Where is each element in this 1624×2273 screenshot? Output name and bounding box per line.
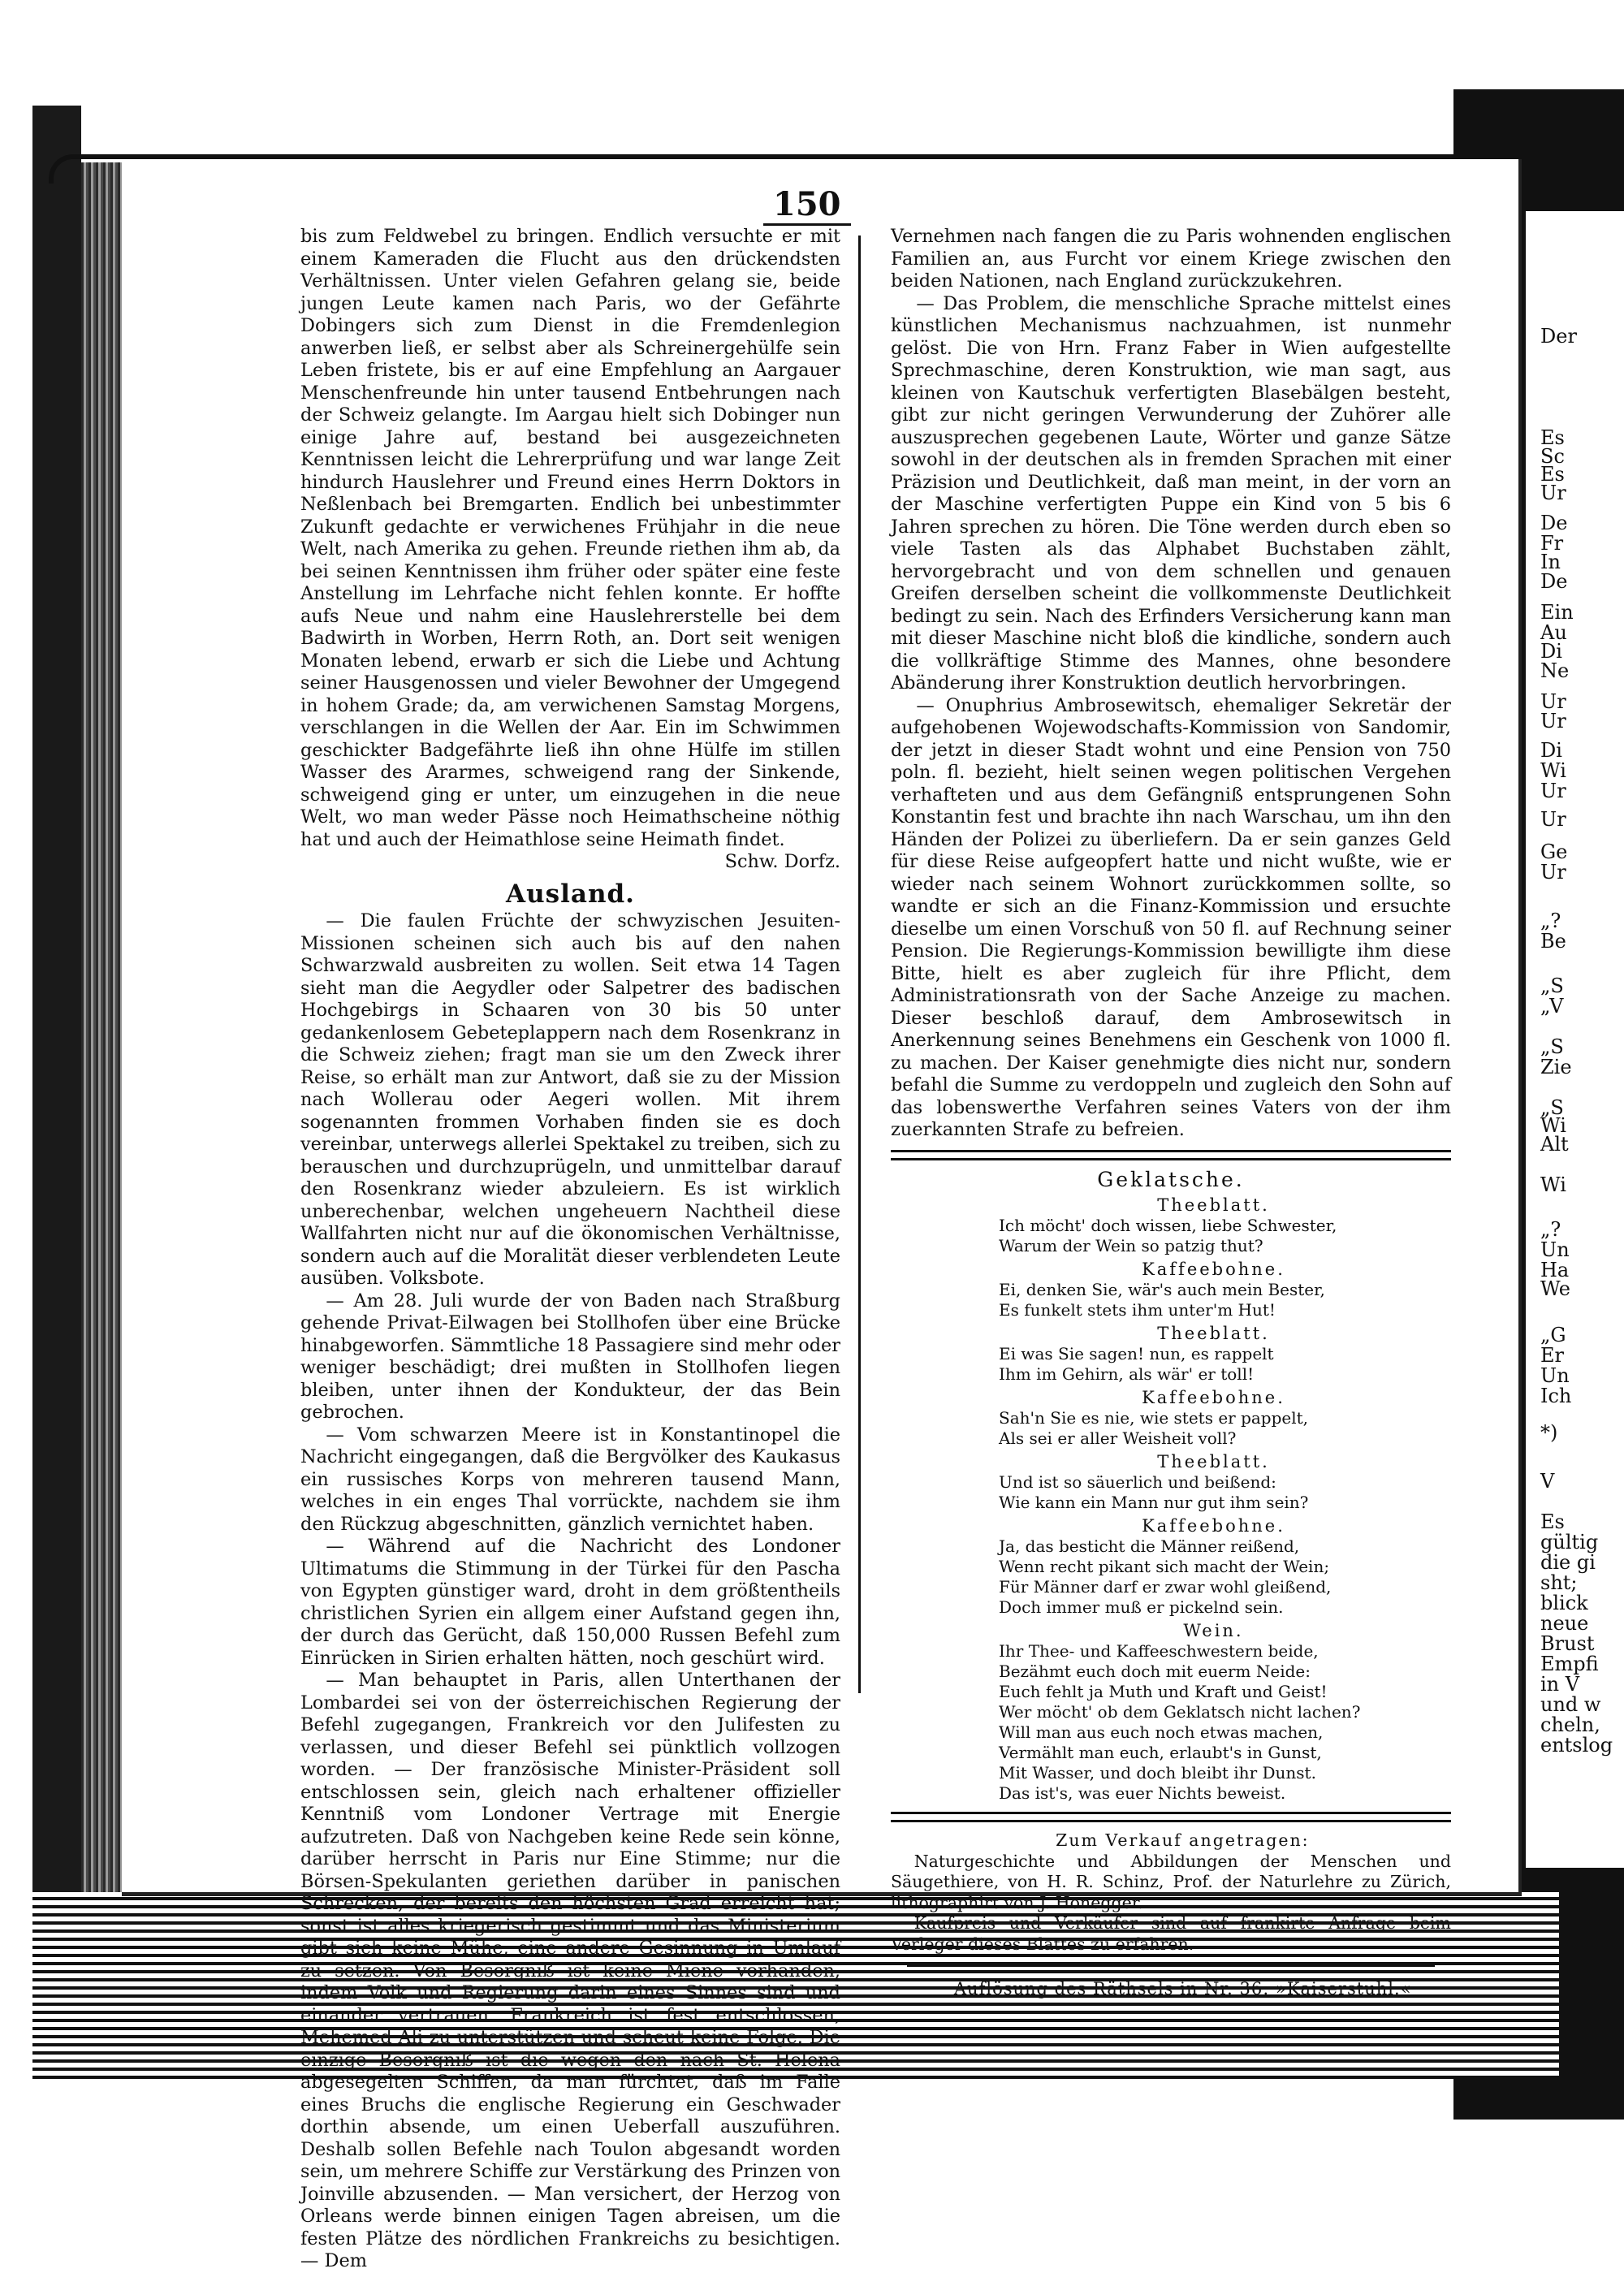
neighbor-text-fragment: Ich xyxy=(1540,1385,1572,1407)
advertisement xyxy=(891,1830,1451,1955)
poem-line: Ich möcht' doch wissen, liebe Schwester, xyxy=(999,1216,1337,1235)
column-divider xyxy=(858,236,861,1693)
poem-line: Ei was Sie sagen! nun, es rappelt xyxy=(999,1344,1274,1363)
news-item: — Während auf die Nachricht des Londoner Ultimatums die Stimmung in der Türkei für den Pascha von Egypten günstiger ward, droht in dem größtentheils christlichen Syrien ein allgem einer Aufstand gegen ihn, der durch das Gerücht, daß 150,000 Russen Befehl zum Einrücken in Sirien erhalten hätten, noch geschürt wird. xyxy=(300,1536,840,1669)
poem-line: Ihr Thee- und Kaffeeschwestern beide, xyxy=(999,1641,1319,1661)
neighbor-text-fragment: „V xyxy=(1540,995,1564,1018)
poem-line: Euch fehlt ja Muth und Kraft und Geist! xyxy=(999,1682,1328,1701)
poem-speaker: Kaffeebohne. xyxy=(1142,1516,1285,1536)
section-heading-ausland: Ausland. xyxy=(506,879,635,909)
news-item: — Onuphrius Ambrosewitsch, ehemaliger Sekretär der aufgehobenen Wojewodschafts-Kommission von Sandomir, der jetzt in dieser Stadt wohnt und eine Pension von 750 poln. fl. bezieht, hielt seinen wegen politischen Vergehen verhafteten und aus dem Gefängniß entsprungenen Sohn Konstantin fest und brachte ihn nach Warschau, um ihn den Händen der Polizei zu überliefern. Da er sein ganzes Geld für diese Reise aufgeopfert hatte und nicht wußte, wie er wieder nach seinem Wohnort zurückkommen sollte, so wandte er sich an die Finanz-Kommission und ersuchte dieselbe um einen Vorschuß von 50 fl. auf Rechnung seiner Pension. Die Regierungs-Kommission bewilligte ihm diese Bitte, hielt es aber zugleich für ihre Pflicht, dem Administrationsrath von der Sache Anzeige zu machen. Dieser beschloß darauf, dem Ambrosewitsch in Anerkennung seines Benehmens ein Geschenk von 1000 fl. zu machen. Der Kaiser genehmigte dies nicht nur, sondern befahl die Summe zu verdoppeln und zugleich den Sohn auf das lobenswerthe Verfahren seines Vaters von der ihm zuerkannten Strafe zu befreien. xyxy=(891,694,1451,1140)
neighbor-text-fragment: Brust xyxy=(1540,1632,1595,1655)
scan-binding-shadow xyxy=(32,106,81,2071)
scan-page-edges xyxy=(81,162,126,2022)
advertisement-body: Naturgeschichte und Abbildungen der Menschen und Säugethiere, von H. R. Schinz, Prof. der Naturlehre zu Zürich, lithographirt von J. Honegger. xyxy=(891,1851,1451,1912)
neighbor-text-fragment: Es xyxy=(1540,463,1565,486)
riddle-solution: Auflösung des Räthsels in Nr. 36: »Kaiserstuhl.« xyxy=(953,1979,1412,1999)
poem-body xyxy=(891,1195,1451,1804)
poem-line: Warum der Wein so patzig thut? xyxy=(999,1236,1263,1255)
section-divider xyxy=(891,1150,1451,1160)
neighbor-text-fragment: Fr xyxy=(1540,532,1564,555)
neighbor-text-fragment: Wi xyxy=(1540,1173,1566,1196)
right-column xyxy=(891,226,1451,2001)
poem-speaker: Theeblatt. xyxy=(1157,1195,1270,1215)
neighbor-text-fragment: Wi xyxy=(1540,759,1566,782)
neighbor-text-fragment: in V xyxy=(1540,1673,1580,1696)
neighbor-text-fragment: sht; xyxy=(1540,1571,1578,1594)
section-divider xyxy=(891,1812,1451,1822)
news-item: — Die faulen Früchte der schwyzischen Jesuiten-Missionen scheinen sich auch bis auf den nahen Schwarzwald ausbreiten zu wollen. Seit etwa 14 Tagen sieht man die Aegydler oder Salpetrer des badischen Hochgebirgs in Schaaren von 30 bis 50 unter gedankenlosem Gebeteplappern nach dem Rosenkranz in die Schweiz ziehen; fragt man sie um den Zweck ihrer Reise, so erhält man zur Antwort, daß sie zu der Mission nach Wollerau oder Aegeri wollen. Mit ihrem sogenannten frommen Vorhaben finden sie es doch vereinbar, unterwegs allerlei Spektakel zu treiben, sich zu berauschen und durchzuprügeln, und unmittelbar darauf den Rosenkranz wieder abzuleiern. Es ist wirklich unberechenbar, welchen ungeheuern Nachtheil diese Wallfahrten nicht nur auf die ökonomischen Verhältnisse, sondern auch auf die Moralität dieser verblendeten Leute ausüben. Volksbote. xyxy=(300,910,840,1289)
neighbor-page-fragment xyxy=(1522,211,1624,1868)
poem-speaker: Kaffeebohne. xyxy=(1142,1388,1285,1407)
footer-divider xyxy=(907,1964,1435,1967)
scan-page-curl xyxy=(49,154,1540,184)
neighbor-text-fragment: Wi xyxy=(1540,1114,1566,1137)
neighbor-text-fragment: Der xyxy=(1540,325,1577,348)
neighbor-text-fragment: „? xyxy=(1540,910,1561,932)
poem-line: Bezähmt euch doch mit euerm Neide: xyxy=(999,1662,1311,1681)
neighbor-text-fragment: Un xyxy=(1540,1364,1570,1387)
neighbor-text-fragment: Ur xyxy=(1540,710,1566,732)
neighbor-text-fragment: Ur xyxy=(1540,690,1566,713)
page-number: 150 xyxy=(763,185,851,226)
neighbor-text-fragment: Ur xyxy=(1540,482,1566,504)
poem xyxy=(891,1169,1451,1804)
neighbor-text-fragment: V xyxy=(1540,1470,1555,1493)
news-item: — Das Problem, die menschliche Sprache mittelst eines künstlichen Mechanismus nachzuahmen, ist nunmehr gelöst. Die von Hrn. Franz Faber in Wien aufgestellte Sprechmaschine, deren Konstruktion, wie man sagt, aus kleinen von Kautschuk verfertigten Blasebälgen besteht, gibt zur nicht geringen Verwunderung der Zuhörer alle auszusprechen gegebenen Laute, Wörter und ganze Sätze sowohl in der deutschen als in fremden Sprachen mit einer Präzision und Deutlichkeit, daß man meint, in der vorn an der Maschine verfertigten Puppe ein Kind von 5 bis 6 Jahren sprechen zu hören. Die Töne werden durch eben so viele Tasten als das Alphabet Buchstaben zählt, hervorgebracht und von dem schnellen und genauen Greifen derselben scheint die vollkommenste Deutlichkeit bedingt zu sein. Nach des Erfinders Versicherung kann man mit dieser Maschine nicht bloß die kindliche, sondern auch die vollkräftige Stimme des Mannes, ohne besondere Abänderung ihrer Konstruktion deutlich hervorbringen. xyxy=(891,292,1451,694)
neighbor-text-fragment: In xyxy=(1540,551,1561,573)
neighbor-text-fragment: neue xyxy=(1540,1612,1589,1635)
neighbor-text-fragment: blick xyxy=(1540,1592,1588,1614)
neighbor-text-fragment: Ne xyxy=(1540,659,1570,682)
poem-line: Es funkelt stets ihm unter'm Hut! xyxy=(999,1300,1276,1320)
neighbor-text-fragment: Er xyxy=(1540,1344,1564,1367)
poem-line: Sah'n Sie es nie, wie stets er pappelt, xyxy=(999,1408,1309,1428)
neighbor-text-fragment: und w xyxy=(1540,1693,1601,1716)
poem-line: Wenn recht pikant sich macht der Wein; xyxy=(999,1557,1330,1576)
neighbor-text-fragment: Be xyxy=(1540,930,1566,953)
neighbor-text-fragment: Es xyxy=(1540,1510,1565,1533)
poem-speaker: Theeblatt. xyxy=(1157,1324,1270,1343)
neighbor-text-fragment: We xyxy=(1540,1277,1570,1300)
news-item: — Vom schwarzen Meere ist in Konstantinopel die Nachricht eingegangen, daß die Bergvölker des Kaukasus ein russisches Korps von mehreren tausend Mann, welches in ein enges Thal vorrückte, nachdem sie ihm den Rückzug abgeschnitten, gänzlich vernichtet haben. xyxy=(300,1424,840,1535)
neighbor-text-fragment: Ur xyxy=(1540,808,1566,831)
neighbor-text-fragment: „S xyxy=(1540,1096,1564,1119)
neighbor-text-fragment: „G xyxy=(1540,1324,1566,1346)
neighbor-text-fragment: Di xyxy=(1540,640,1562,663)
neighbor-text-fragment: Sc xyxy=(1540,445,1565,468)
poem-line: Für Männer darf er zwar wohl gleißend, xyxy=(999,1577,1332,1597)
poem-line: Als sei er aller Weisheit voll? xyxy=(999,1428,1237,1448)
neighbor-text-fragment: Un xyxy=(1540,1238,1570,1261)
news-item: — Man behauptet in Paris, allen Unterthanen der Lombardei sei von der österreichischen Regierung der Befehl zugegangen, Frankreich vor den Julifesten zu verlassen, und dieser Befehl sei pünktlich vollzogen worden. — Der französische Minister-Präsident soll entschlossen sein, gleich nach erhaltener offizieller Kenntniß vom Londoner Vertrage mit Energie aufzutreten. Daß von Nachgeben keine Rede sein könne, darüber herrscht in Paris nur Eine Stimme; nur die Börsen-Spekulanten geriethen darüber in panischen Schrecken, der bereits den höchsten Grad erreicht hat; sonst ist alles kriegerisch gestimmt und das Ministerium gibt sich keine Mühe, eine andere Gesinnung in Umlauf zu setzen. Von Besorgniß ist keine Miene vorhanden, indem Volk und Regierung darin eines Sinnes sind und einander vertrauen. Frankreich ist fest entschlossen, Mehemed Ali zu unterstützen und scheut keine Folge. Die einzige Besorgniß ist die wegen den nach St. Helena abgesegelten Schiffen, da man fürchtet, daß im Falle eines Bruchs die englische Regierung ein Geschwader dorthin absende, um einen Ueberfall auszuführen. Deshalb sollen Befehle nach Toulon abgesandt worden sein, um mehrere Schiffe zur Verstärkung des Prinzen von Joinville abzusenden. — Man versichert, der Herzog von Orleans werde binnen einigen Tagen abreisen, um die festen Plätze des nördlichen Frankreichs zu besichtigen. — Dem xyxy=(300,1670,840,2271)
poem-speaker: Wein. xyxy=(1183,1621,1244,1640)
neighbor-text-fragment: *) xyxy=(1540,1421,1558,1444)
neighbor-text-fragment: Empfi xyxy=(1540,1653,1599,1675)
left-column xyxy=(300,226,840,2273)
poem-line: Mit Wasser, und doch bleibt ihr Dunst. xyxy=(999,1763,1316,1783)
poem-line: Ihm im Gehirn, als wär' er toll! xyxy=(999,1364,1255,1384)
neighbor-text-fragment: Ur xyxy=(1540,780,1566,802)
neighbor-text-fragment: cheln, xyxy=(1540,1713,1600,1736)
poem-line: Das ist's, was euer Nichts beweist. xyxy=(999,1783,1286,1803)
source-signature: Schw. Dorfz. xyxy=(724,851,840,872)
neighbor-text-fragment: „S xyxy=(1540,1035,1564,1058)
neighbor-text-fragment: Zie xyxy=(1540,1056,1572,1078)
neighbor-text-fragment: die gi xyxy=(1540,1551,1596,1574)
neighbor-text-fragment: Es xyxy=(1540,426,1565,449)
neighbor-text-fragment: Au xyxy=(1540,621,1567,644)
poem-line: Vermählt man euch, erlaubt's in Gunst, xyxy=(999,1743,1322,1762)
poem-speaker: Theeblatt. xyxy=(1157,1452,1270,1471)
news-item: — Am 28. Juli wurde der von Baden nach Straßburg gehende Privat-Eilwagen bei Stollhofen über eine Brücke hinabgeworfen. Sämmtliche 18 Passagiere sind mehr oder weniger beschädigt; drei mußten in Stollhofen liegen bleiben, unter ihnen der Kondukteur, der das Bein gebrochen. xyxy=(300,1290,840,1423)
neighbor-text-fragment: „S xyxy=(1540,974,1564,997)
poem-speaker: Kaffeebohne. xyxy=(1142,1260,1285,1279)
neighbor-text-fragment: Ge xyxy=(1540,840,1568,863)
neighbor-text-fragment: Alt xyxy=(1540,1133,1569,1156)
poem-line: Doch immer muß er pickelnd sein. xyxy=(999,1597,1284,1617)
poem-line: Wer möcht' ob dem Geklatsch nicht lachen? xyxy=(999,1702,1361,1722)
poem-line: Wie kann ein Mann nur gut ihm sein? xyxy=(999,1493,1309,1512)
poem-line: Ja, das besticht die Männer reißend, xyxy=(999,1536,1300,1556)
neighbor-text-fragment: Ein xyxy=(1540,601,1574,624)
neighbor-text-fragment: entslog xyxy=(1540,1734,1613,1757)
neighbor-text-fragment: Di xyxy=(1540,739,1562,762)
neighbor-text-fragment: Ha xyxy=(1540,1259,1570,1281)
neighbor-text-fragment: gültig xyxy=(1540,1531,1599,1554)
neighbor-text-fragment: De xyxy=(1540,570,1568,593)
article-continuation: bis zum Feldwebel zu bringen. Endlich versuchte er mit einem Kameraden die Flucht aus den drückendsten Verhältnissen. Unter vielen Gefahren gelang sie, beide jungen Leute kamen nach Paris, wo der Gefährte Dobingers sich zum Dienst in die Fremdenlegion anwerben ließ, er selbst aber als Schreinergehülfe sein Leben fristete, bis er auf eine Empfehlung an Aargauer Menschenfreunde hin unter tausend Entbehrungen nach der Schweiz gelangte. Im Aargau hielt sich Dobinger nun einige Jahre auf, bestand bei ausgezeichneten Kenntnissen leicht die Lehrerprüfung und war lange Zeit hindurch Hauslehrer und Freund eines Herrn Doktors in Neßlenbach bei Bremgarten. Endlich bei unbestimmter Zukunft gedachte er verwichenes Frühjahr in die neue Welt, nach Amerika zu gehen. Freunde riethen ihm ab, da bei seinen Kenntnissen ihm früher oder später eine feste Anstellung im Lehrfache nicht fehlen konnte. Er hoffte aufs Neue und nahm eine Hauslehrerstelle bei dem Badwirth in Worben, Herrn Roth, an. Dort seit wenigen Monaten lebend, erwarb er sich die Liebe und Achtung seiner Hausgenossen und vieler Bewohner der Umgegend in hohem Grade; da, am verwichenen Samstag Morgens, verschlangen in die Wellen der Aar. Ein im Schwimmen geschickter Badgefährte ließ ihn ohne Hülfe im stillen Wasser des Ararmes, schweigend rang der Sinkende, schweigend ging er unter, um einzugehen in die neue Welt, wo man weder Pässe noch Heimathscheine nöthig hat und auch der Heimathlose seine Heimath findet. xyxy=(300,226,840,850)
neighbor-text-fragment: De xyxy=(1540,512,1568,534)
news-item: Vernehmen nach fangen die zu Paris wohnenden englischen Familien an, aus Furcht vor einem Kriege zwischen den beiden Nationen, nach England zurückzukehren. xyxy=(891,226,1451,292)
neighbor-text-fragment: „? xyxy=(1540,1218,1561,1241)
poem-line: Ei, denken Sie, wär's auch mein Bester, xyxy=(999,1280,1325,1299)
poem-line: Und ist so säuerlich und beißend: xyxy=(999,1472,1276,1492)
neighbor-text-fragment: Ur xyxy=(1540,861,1566,884)
poem-title: Geklatsche. xyxy=(1097,1167,1245,1191)
advertisement-note: Kaufpreis und Verkäufer sind auf frankirte Anfrage beim Verleger dieses Blattes zu erfahren. xyxy=(891,1913,1451,1954)
advertisement-heading: Zum Verkauf angetragen: xyxy=(1056,1830,1310,1850)
poem-line: Will man aus euch noch etwas machen, xyxy=(999,1722,1324,1742)
